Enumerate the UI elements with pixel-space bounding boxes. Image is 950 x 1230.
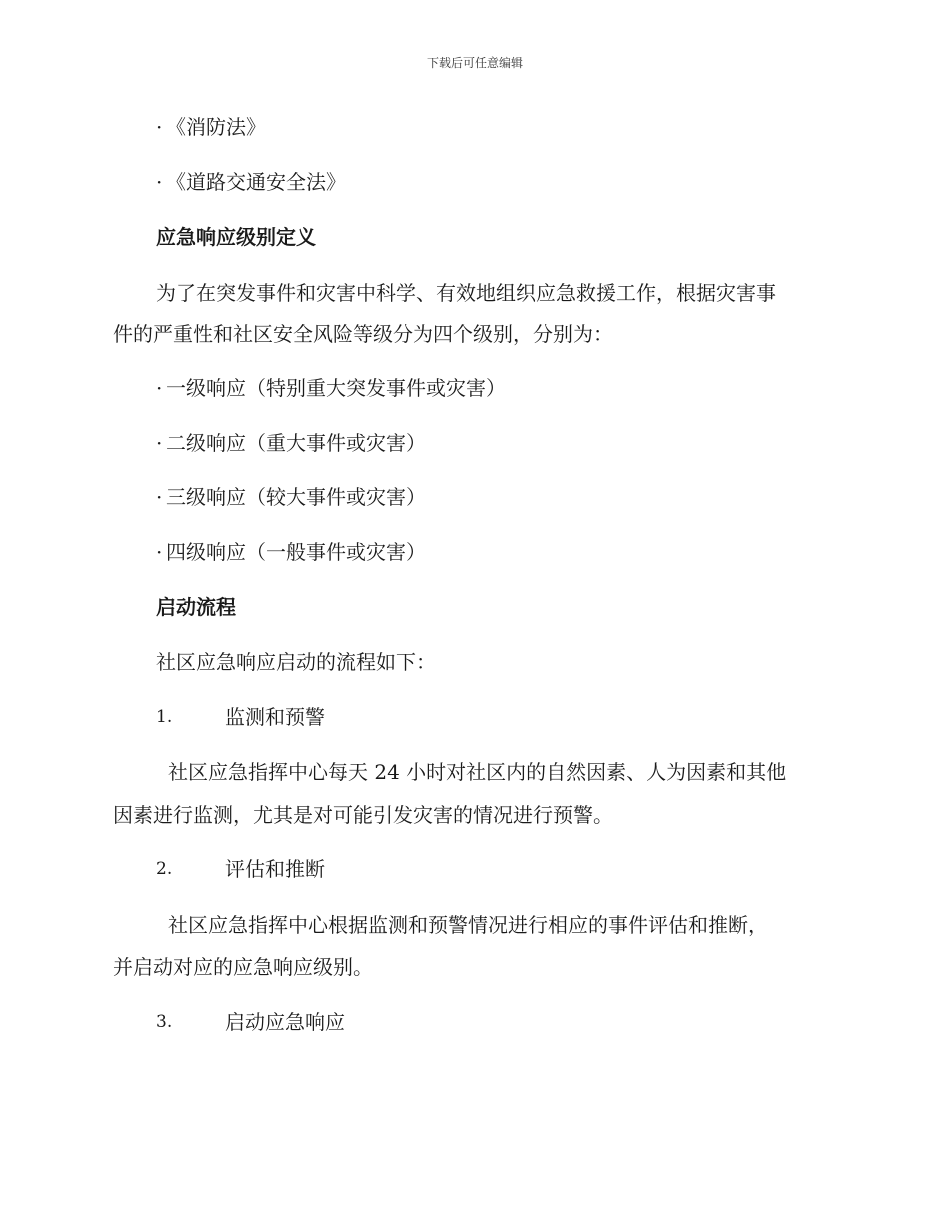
list-item	[156, 538, 426, 566]
section-heading-process: 启动流程	[156, 595, 236, 619]
bullet-icon: ·	[156, 376, 163, 400]
list-item	[156, 429, 426, 457]
list-item-text: 《道路交通安全法》	[166, 170, 346, 194]
list-item-text: 一级响应（特别重大突发事件或灾害）	[166, 376, 506, 400]
step-title: 评估和推断	[225, 857, 325, 881]
list-item-text: 《消防法》	[166, 115, 266, 139]
paragraph-line: 为了在突发事件和灾害中科学、有效地组织应急救援工作，根据灾害事	[156, 281, 776, 305]
list-item	[156, 374, 506, 402]
step-number: 2.	[156, 859, 173, 879]
list-item	[156, 113, 266, 141]
step-title: 启动应急响应	[225, 1010, 345, 1034]
paragraph-line: 并启动对应的应急响应级别。	[113, 955, 373, 979]
paragraph-line: 件的严重性和社区安全风险等级分为四个级别，分别为：	[113, 322, 613, 346]
header-note: 下载后可任意编辑	[426, 56, 523, 70]
list-item-text: 三级响应（较大事件或灾害）	[166, 485, 426, 509]
section-heading-levels: 应急响应级别定义	[156, 225, 316, 249]
paragraph-line: 因素进行监测，尤其是对可能引发灾害的情况进行预警。	[113, 803, 613, 827]
paragraph-line: 社区应急指挥中心每天 24 小时对社区内的自然因素、人为因素和其他	[168, 760, 787, 784]
list-item	[156, 483, 426, 511]
step-number: 3.	[156, 1012, 173, 1032]
paragraph-line: 社区应急指挥中心根据监测和预警情况进行相应的事件评估和推断，	[168, 913, 768, 937]
bullet-icon: ·	[156, 485, 163, 509]
bullet-icon: ·	[156, 170, 163, 194]
step-title: 监测和预警	[225, 705, 325, 729]
step-number: 1.	[156, 707, 173, 727]
bullet-icon: ·	[156, 540, 163, 564]
bullet-icon: ·	[156, 115, 163, 139]
list-item	[156, 168, 346, 196]
list-item-text: 二级响应（重大事件或灾害）	[166, 431, 426, 455]
bullet-icon: ·	[156, 431, 163, 455]
list-item-text: 四级响应（一般事件或灾害）	[166, 540, 426, 564]
paragraph-line: 社区应急响应启动的流程如下：	[156, 650, 436, 674]
